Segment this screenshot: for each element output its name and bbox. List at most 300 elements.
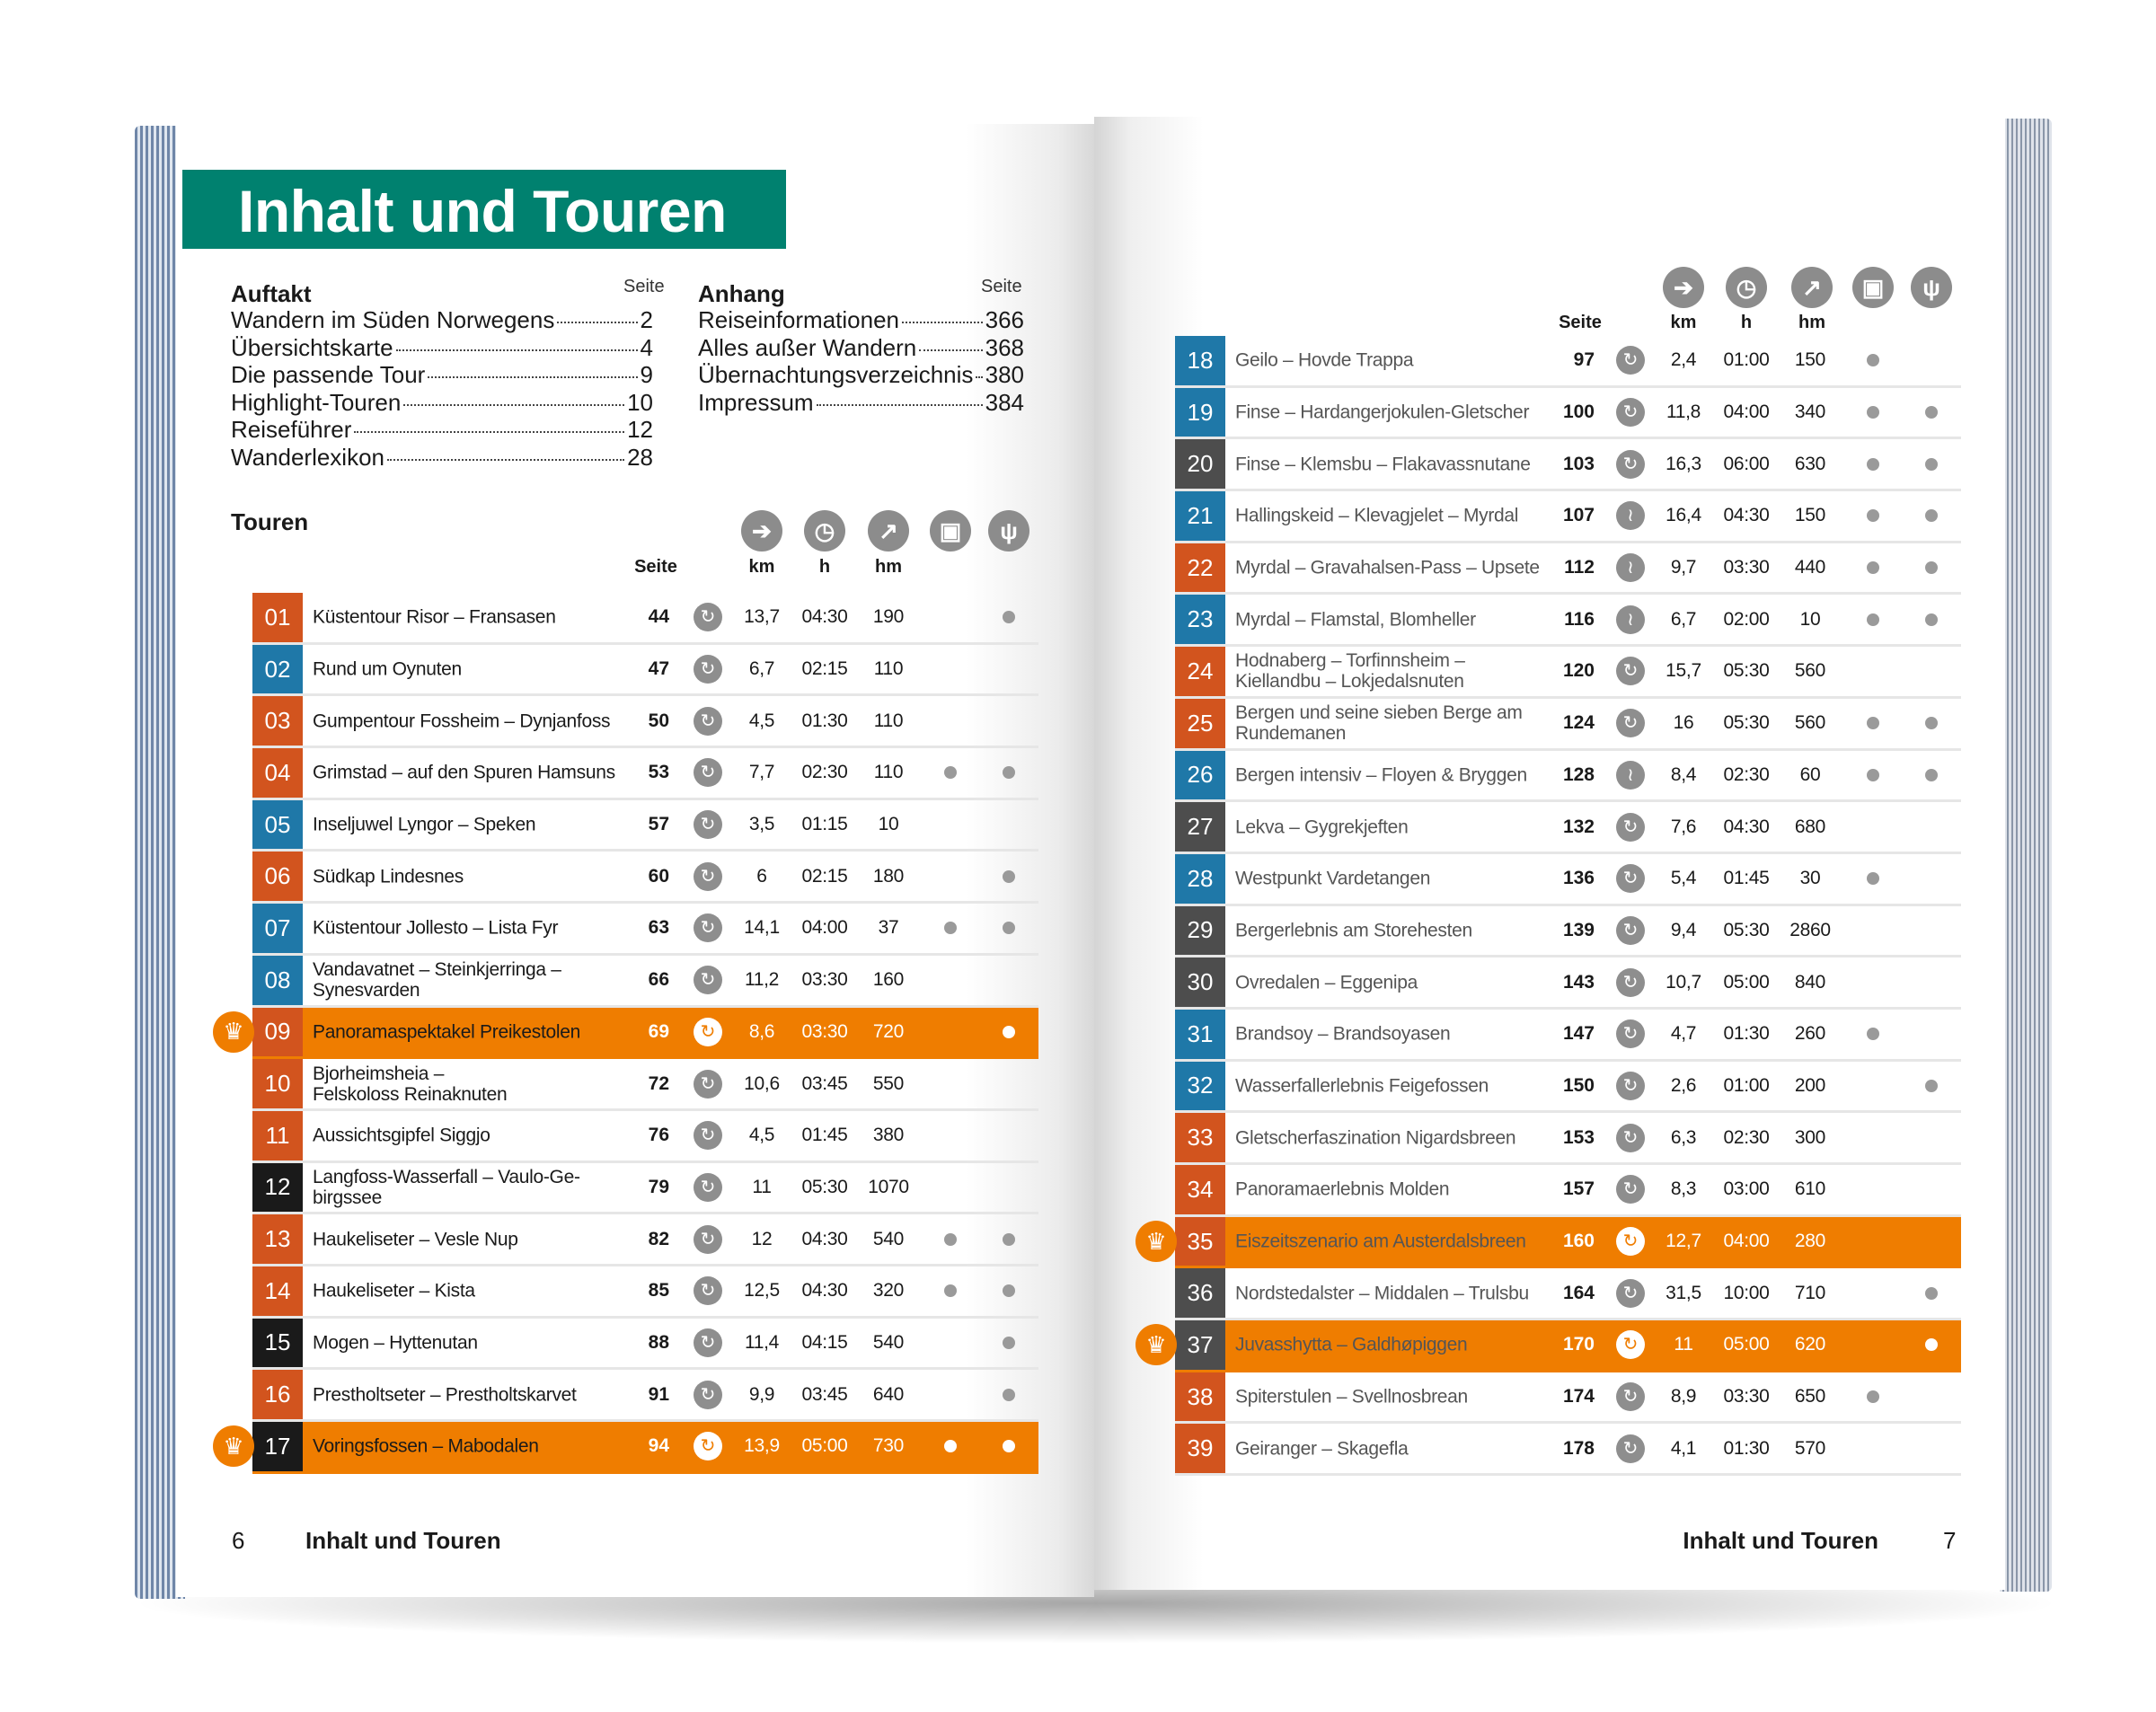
- tour-name: [313, 1281, 475, 1302]
- tour-page: 147: [1562, 1023, 1595, 1045]
- tour-number: 17: [252, 1422, 303, 1471]
- restaurant-indicator-dot: [1925, 1080, 1938, 1092]
- tour-h: 04:30: [1723, 816, 1770, 837]
- tour-row[interactable]: [252, 800, 1038, 852]
- tour-name-line: Voringsfossen – Mabodalen: [313, 1435, 539, 1457]
- tour-km: 2,4: [1670, 349, 1697, 371]
- tour-row[interactable]: [1175, 854, 1961, 906]
- anhang-item-label: Übernachtungsverzeichnis: [698, 361, 974, 388]
- tour-hm: 10: [1799, 608, 1821, 630]
- tour-h: 02:15: [801, 658, 848, 680]
- tour-number: 07: [252, 904, 303, 953]
- loop-route-icon: ↻: [694, 810, 722, 839]
- tour-name-line: Rund um Oynuten: [313, 658, 462, 680]
- tour-hm: 380: [872, 1125, 905, 1146]
- tour-name-line: Bergen intensiv – Floyen & Bryggen: [1235, 764, 1527, 786]
- tour-number: 01: [252, 593, 303, 642]
- highlight-crown-icon: ♛: [213, 1011, 254, 1053]
- loop-route-icon: ↻: [694, 1381, 722, 1409]
- tour-page: 60: [648, 865, 669, 887]
- tour-page: 94: [648, 1435, 669, 1457]
- tour-page: 100: [1562, 402, 1595, 423]
- tour-h: 04:30: [801, 1280, 848, 1302]
- tour-name-line: Panoramaspektakel Preikestolen: [313, 1021, 581, 1043]
- auftakt-item-label: Wandern im Süden Norwegens: [231, 306, 555, 333]
- bus-indicator-dot: [1867, 458, 1879, 471]
- tour-hm: 570: [1794, 1437, 1826, 1459]
- restaurant-indicator-dot: [1925, 1338, 1938, 1351]
- tour-number: 31: [1175, 1010, 1225, 1059]
- tour-row[interactable]: [1175, 1010, 1961, 1062]
- restaurant-indicator-dot: [1003, 1233, 1015, 1246]
- tour-km: 9,9: [748, 1383, 775, 1405]
- tour-row[interactable]: [252, 1319, 1038, 1371]
- tour-hm: 680: [1794, 816, 1826, 837]
- tour-h: 04:00: [801, 917, 848, 939]
- tour-name-line: Haukeliseter – Kista: [313, 1280, 475, 1302]
- tour-row[interactable]: [223, 1008, 1038, 1060]
- highlight-crown-icon: ♛: [1135, 1221, 1177, 1262]
- tour-row[interactable]: [1175, 388, 1961, 440]
- tour-km: 9,4: [1670, 919, 1697, 940]
- tour-km: 5,4: [1670, 868, 1697, 889]
- tour-number: 26: [1175, 751, 1225, 800]
- tour-number: 37: [1175, 1320, 1225, 1370]
- tour-row[interactable]: [252, 1059, 1038, 1111]
- anhang-item-page: 368: [985, 333, 1024, 361]
- tour-h: 03:30: [801, 1020, 848, 1042]
- tour-name-line: Juvasshytta – Galdhøpiggen: [1235, 1334, 1468, 1355]
- dot-leader: [387, 459, 624, 461]
- tour-km: 16: [1673, 712, 1694, 734]
- tour-row[interactable]: [1175, 751, 1961, 803]
- tour-km: 2,6: [1670, 1074, 1697, 1096]
- tour-page: 85: [648, 1280, 669, 1302]
- tour-number: 13: [252, 1214, 303, 1264]
- tour-name: [313, 1384, 577, 1405]
- tour-h: 01:45: [1723, 868, 1770, 889]
- tour-page: 178: [1562, 1437, 1595, 1459]
- loop-route-icon: ↻: [1616, 1227, 1645, 1256]
- tour-h: 01:15: [801, 814, 848, 835]
- tour-km: 4,5: [748, 710, 775, 731]
- tour-h: 03:00: [1723, 1178, 1770, 1200]
- tour-row[interactable]: [252, 748, 1038, 800]
- restaurant-indicator-dot: [1925, 717, 1938, 729]
- tour-row[interactable]: [252, 593, 1038, 645]
- tour-row[interactable]: [223, 1422, 1038, 1474]
- column-header-km: km: [748, 557, 775, 577]
- tour-name: [1235, 972, 1418, 993]
- tour-number: 08: [252, 956, 303, 1005]
- tour-h: 04:00: [1723, 402, 1770, 423]
- tour-row[interactable]: [1175, 1113, 1961, 1165]
- restaurant-indicator-dot: [1003, 922, 1015, 934]
- bus-indicator-dot: [1867, 717, 1879, 729]
- tour-number: 14: [252, 1266, 303, 1316]
- tour-h: 04:30: [801, 606, 848, 628]
- restaurant-indicator-dot: [1925, 769, 1938, 781]
- tour-row[interactable]: [252, 956, 1038, 1008]
- tours-table-left: [223, 593, 1038, 1474]
- auftakt-heading: Auftakt: [231, 280, 312, 307]
- tour-page: 82: [648, 1228, 669, 1249]
- bus-indicator-dot: [1867, 406, 1879, 419]
- tour-name: [313, 607, 556, 628]
- anhang-item-label: Impressum: [698, 388, 814, 416]
- tour-page: 76: [648, 1125, 669, 1146]
- loop-route-icon: ↻: [694, 655, 722, 684]
- tour-km: 11,4: [744, 1331, 780, 1353]
- anhang-item[interactable]: [698, 389, 1024, 417]
- tour-row[interactable]: [1175, 336, 1961, 388]
- ascent-arrow-icon: ↗: [1791, 267, 1833, 308]
- tour-number: 28: [1175, 854, 1225, 904]
- tour-name-line: Myrdal – Flamstal, Blomheller: [1235, 609, 1476, 631]
- tour-hm: 710: [1794, 1282, 1826, 1303]
- tour-row[interactable]: [252, 1266, 1038, 1319]
- loop-route-icon: ↻: [1616, 1279, 1645, 1308]
- auftakt-item[interactable]: [231, 444, 653, 472]
- restaurant-indicator-dot: [1003, 1440, 1015, 1452]
- tour-name-line: Hodnaberg – Torfinnsheim –: [1235, 650, 1465, 672]
- auftakt-item-page: 28: [627, 443, 653, 471]
- tour-page: 91: [648, 1383, 669, 1405]
- tour-row[interactable]: [1145, 1320, 1961, 1372]
- tour-name-line: Eiszeitszenario am Austerdalsbreen: [1235, 1231, 1526, 1252]
- tour-name: [1235, 1179, 1449, 1200]
- tour-hm: 110: [873, 762, 904, 783]
- tour-number: 16: [252, 1370, 303, 1419]
- tour-page: 116: [1564, 608, 1595, 630]
- loop-route-icon: ↻: [1616, 1175, 1645, 1204]
- tour-h: 04:00: [1723, 1231, 1770, 1252]
- bus-indicator-dot: [1867, 1028, 1879, 1040]
- tour-hm: 620: [1794, 1334, 1826, 1355]
- tour-name-line: Gletscherfaszination Nigardsbreen: [1235, 1127, 1516, 1149]
- tour-name-line: Hallingskeid – Klevagjelet – Myrdal: [1235, 505, 1519, 526]
- anhang-item[interactable]: [698, 361, 1024, 389]
- loop-route-icon: ↻: [694, 1070, 722, 1099]
- tour-km: 6: [756, 865, 767, 887]
- tour-row[interactable]: [1175, 543, 1961, 596]
- tour-number: 11: [252, 1111, 303, 1160]
- anhang-heading: Anhang: [698, 280, 785, 307]
- tour-km: 7,6: [1670, 816, 1697, 837]
- restaurant-indicator-dot: [1925, 406, 1938, 419]
- loop-route-icon: ↻: [694, 1018, 722, 1046]
- loop-route-icon: ↻: [1616, 1019, 1645, 1048]
- tour-hm: 630: [1794, 453, 1826, 474]
- tour-row[interactable]: [1175, 957, 1961, 1010]
- tour-name-line: Langfoss-Wasserfall – Vaulo-Ge-: [313, 1166, 580, 1187]
- title-banner: [182, 170, 786, 249]
- tour-km: 4,5: [748, 1125, 775, 1146]
- tour-number: 09: [252, 1008, 303, 1057]
- tour-h: 01:45: [801, 1125, 848, 1146]
- tour-row[interactable]: [1175, 1268, 1961, 1320]
- loop-route-icon: ↻: [694, 603, 722, 631]
- tour-hm: 560: [1794, 712, 1826, 734]
- tour-hm: 30: [1799, 868, 1821, 889]
- tour-page: 136: [1562, 868, 1595, 889]
- tour-row[interactable]: [1175, 491, 1961, 543]
- tour-name: [1235, 506, 1518, 526]
- tour-number: 22: [1175, 543, 1225, 593]
- tour-name: [1235, 609, 1476, 630]
- tour-row[interactable]: [1175, 699, 1961, 751]
- tour-name: [1235, 1335, 1467, 1355]
- tour-hm: 720: [872, 1020, 905, 1042]
- tour-name-line: Finse – Klemsbu – Flakavassnutane: [1235, 454, 1531, 475]
- bus-indicator-dot: [1867, 769, 1879, 781]
- loop-route-icon: ↻: [1616, 1434, 1645, 1463]
- tour-name-line: Gumpentour Fossheim – Dynjanfoss: [313, 710, 611, 732]
- tour-name: [313, 1332, 478, 1353]
- auftakt-item-page: 9: [640, 361, 653, 388]
- restaurant-indicator-dot: [1925, 509, 1938, 522]
- tour-name-line: Finse – Hardangerjokulen-Gletscher: [1235, 402, 1530, 423]
- restaurant-indicator-dot: [1003, 766, 1015, 779]
- tour-hm: 320: [872, 1280, 905, 1302]
- tour-name-line: Synesvarden: [313, 980, 420, 1002]
- dot-leader: [396, 349, 638, 351]
- tour-row[interactable]: [1175, 1165, 1961, 1217]
- touren-heading: Touren: [231, 508, 309, 535]
- tour-name: [1235, 764, 1527, 785]
- tour-row[interactable]: [252, 1163, 1038, 1215]
- page-number-left: 6: [232, 1527, 245, 1554]
- tour-name-line: Lekva – Gygrekjeften: [1235, 816, 1409, 838]
- bus-icon: ▣: [1852, 267, 1894, 308]
- tour-name: [1235, 454, 1531, 474]
- tour-row[interactable]: [1145, 1217, 1961, 1269]
- tour-h: 04:30: [1723, 505, 1770, 526]
- tour-h: 05:00: [1723, 971, 1770, 993]
- auftakt-item-label: Highlight-Touren: [231, 388, 402, 416]
- page-title: Inhalt und Touren: [238, 178, 727, 244]
- tour-hm: 280: [1794, 1231, 1826, 1252]
- tour-number: 03: [252, 696, 303, 746]
- bus-indicator-dot: [1867, 872, 1879, 885]
- loop-route-icon: ↻: [1616, 1124, 1645, 1152]
- tour-km: 14,1: [744, 917, 780, 939]
- loop-route-icon: ↻: [1616, 864, 1645, 893]
- tour-h: 05:00: [801, 1435, 848, 1457]
- restaurant-indicator-dot: [1003, 1026, 1015, 1038]
- tour-number: 35: [1175, 1217, 1225, 1266]
- tour-hm: 610: [1794, 1178, 1826, 1200]
- tour-number: 12: [252, 1163, 303, 1213]
- auftakt-item-page: 12: [627, 416, 653, 443]
- auftakt-item-page: 10: [627, 388, 653, 416]
- tour-row[interactable]: [252, 696, 1038, 748]
- auftakt-item[interactable]: [231, 389, 653, 417]
- tour-number: 36: [1175, 1268, 1225, 1318]
- tour-km: 3,5: [748, 814, 775, 835]
- tour-name-line: Geilo – Hovde Trappa: [1235, 349, 1414, 371]
- tour-name-line: Prestholtseter – Prestholtskarvet: [313, 1384, 577, 1406]
- tour-page: 160: [1562, 1231, 1595, 1252]
- auftakt-item-page: 4: [640, 333, 653, 361]
- tour-name: [313, 1229, 518, 1249]
- tour-name-line: Südkap Lindesnes: [313, 866, 464, 887]
- tour-row[interactable]: [1175, 906, 1961, 958]
- tour-km: 6,7: [1670, 608, 1697, 630]
- tour-hm: 150: [1794, 505, 1826, 526]
- highlight-crown-icon: ♛: [213, 1425, 254, 1467]
- tour-km: 12,7: [1666, 1231, 1701, 1252]
- auftakt-item[interactable]: [231, 416, 653, 444]
- tour-page: 72: [648, 1072, 669, 1094]
- tour-row[interactable]: [252, 1370, 1038, 1422]
- signpost-icon: ➔: [741, 510, 782, 552]
- tour-km: 31,5: [1666, 1282, 1701, 1303]
- tour-h: 01:30: [1723, 1437, 1770, 1459]
- bus-indicator-dot: [944, 766, 957, 779]
- tour-name: [1235, 702, 1523, 744]
- tour-hm: 60: [1799, 763, 1821, 785]
- tour-name: [1235, 1387, 1468, 1408]
- tour-name: [1235, 1127, 1515, 1148]
- loop-route-icon: ↻: [694, 1328, 722, 1357]
- loop-route-icon: ↻: [694, 1225, 722, 1254]
- tour-name-line: Inseljuwel Lyngor – Speken: [313, 814, 536, 835]
- tour-name: [1235, 816, 1408, 837]
- tour-name: [313, 815, 535, 835]
- tour-km: 13,7: [744, 606, 780, 628]
- bus-indicator-dot: [1867, 509, 1879, 522]
- tour-number: 20: [1175, 439, 1225, 489]
- loop-route-icon: ↻: [1616, 657, 1645, 685]
- bus-icon: ▣: [930, 510, 971, 552]
- tour-km: 4,7: [1670, 1023, 1697, 1045]
- tour-row[interactable]: [252, 1214, 1038, 1266]
- tour-h: 01:30: [801, 710, 848, 731]
- tour-row[interactable]: [252, 1111, 1038, 1163]
- tour-km: 11,8: [1666, 402, 1701, 423]
- tour-hm: 1070: [868, 1176, 909, 1197]
- tour-h: 02:30: [1723, 763, 1770, 785]
- tour-row[interactable]: [1175, 1424, 1961, 1476]
- tour-number: 18: [1175, 336, 1225, 385]
- tour-km: 11,2: [744, 969, 780, 991]
- tour-hm: 180: [872, 865, 905, 887]
- tour-name-line: Kiellandbu – Lokjedalsnuten: [1235, 671, 1464, 693]
- tour-number: 24: [1175, 647, 1225, 696]
- dot-leader: [557, 322, 637, 323]
- bus-indicator-dot: [1867, 1390, 1879, 1403]
- tour-row[interactable]: [252, 904, 1038, 956]
- clock-icon: ◷: [1726, 267, 1767, 308]
- loop-route-icon: ↻: [694, 1276, 722, 1305]
- dot-leader: [403, 404, 624, 406]
- column-header-hm: hm: [875, 557, 902, 577]
- anhang-item-page: 366: [985, 306, 1024, 333]
- tour-h: 02:30: [1723, 1126, 1770, 1148]
- page-edges-right: [2000, 119, 2052, 1592]
- tour-hm: 110: [873, 710, 904, 731]
- tour-name: [313, 1436, 539, 1457]
- anhang-item[interactable]: [698, 334, 1024, 362]
- tour-hm: 260: [1794, 1023, 1826, 1045]
- auftakt-item[interactable]: [231, 306, 653, 334]
- tour-row[interactable]: [1175, 647, 1961, 699]
- tour-name-line: Spiterstulen – Svellnosbrean: [1235, 1386, 1468, 1408]
- tour-row[interactable]: [1175, 1372, 1961, 1425]
- restaurant-indicator-dot: [1925, 1287, 1938, 1300]
- tour-name-line: Küstentour Jollesto – Lista Fyr: [313, 917, 559, 939]
- tour-row[interactable]: [252, 852, 1038, 904]
- auftakt-item[interactable]: [231, 334, 653, 362]
- tour-km: 10,6: [744, 1072, 780, 1094]
- tour-row[interactable]: [1175, 595, 1961, 647]
- tour-hm: 650: [1794, 1386, 1826, 1408]
- loop-route-icon: ↻: [694, 966, 722, 994]
- tour-name-line: Myrdal – Gravahalsen-Pass – Upsete: [1235, 557, 1540, 578]
- tour-row[interactable]: [252, 645, 1038, 697]
- tour-name: [1235, 869, 1430, 889]
- tour-number: 29: [1175, 906, 1225, 956]
- tour-hm: 640: [872, 1383, 905, 1405]
- tour-h: 04:30: [801, 1228, 848, 1249]
- tour-page: 66: [648, 969, 669, 991]
- restaurant-indicator-dot: [1925, 613, 1938, 626]
- tours-table-right: [1145, 336, 1961, 1476]
- restaurant-indicator-dot: [1925, 458, 1938, 471]
- tour-page: 50: [648, 710, 669, 731]
- tour-row[interactable]: [1175, 1062, 1961, 1114]
- auftakt-item[interactable]: [231, 361, 653, 389]
- loop-route-icon: ↻: [694, 1121, 722, 1150]
- tour-name-line: Vandavatnet – Steinkjerringa –: [313, 959, 561, 981]
- bus-indicator-dot: [1867, 613, 1879, 626]
- tour-hm: 300: [1794, 1126, 1826, 1148]
- tour-row[interactable]: [1175, 802, 1961, 854]
- tour-h: 02:00: [1723, 608, 1770, 630]
- anhang-item[interactable]: [698, 306, 1024, 334]
- tour-name-line: birgssee: [313, 1187, 382, 1208]
- tour-km: 16,4: [1666, 505, 1701, 526]
- tour-km: 7,7: [748, 762, 775, 783]
- loop-route-icon: ↻: [1616, 813, 1645, 842]
- one-way-route-icon: ≀: [1616, 553, 1645, 582]
- clock-icon: ◷: [804, 510, 845, 552]
- column-header-seite: Seite: [634, 557, 677, 577]
- tour-hm: 10: [878, 814, 899, 835]
- tour-row[interactable]: [1175, 439, 1961, 491]
- loop-route-icon: ↻: [1616, 968, 1645, 997]
- tour-h: 05:30: [1723, 919, 1770, 940]
- tour-km: 4,1: [1670, 1437, 1697, 1459]
- tour-name: [1235, 650, 1465, 692]
- tour-name-line: Ovredalen – Eggenipa: [1235, 972, 1418, 993]
- tour-page: 112: [1564, 557, 1595, 578]
- tour-number: 15: [252, 1319, 303, 1368]
- anhang-seite-label: Seite: [981, 277, 1022, 296]
- loop-route-icon: ↻: [1616, 346, 1645, 375]
- tour-number: 33: [1175, 1113, 1225, 1162]
- running-title-left: Inhalt und Touren: [305, 1527, 501, 1554]
- restaurant-indicator-dot: [1925, 561, 1938, 574]
- tour-name-line: Brandsoy – Brandsoyasen: [1235, 1023, 1451, 1045]
- tour-h: 01:30: [1723, 1023, 1770, 1045]
- restaurant-indicator-dot: [1003, 870, 1015, 883]
- restaurant-indicator-dot: [1003, 1337, 1015, 1349]
- bus-indicator-dot: [1867, 354, 1879, 366]
- tour-page: 47: [648, 658, 669, 680]
- tour-number: 04: [252, 748, 303, 798]
